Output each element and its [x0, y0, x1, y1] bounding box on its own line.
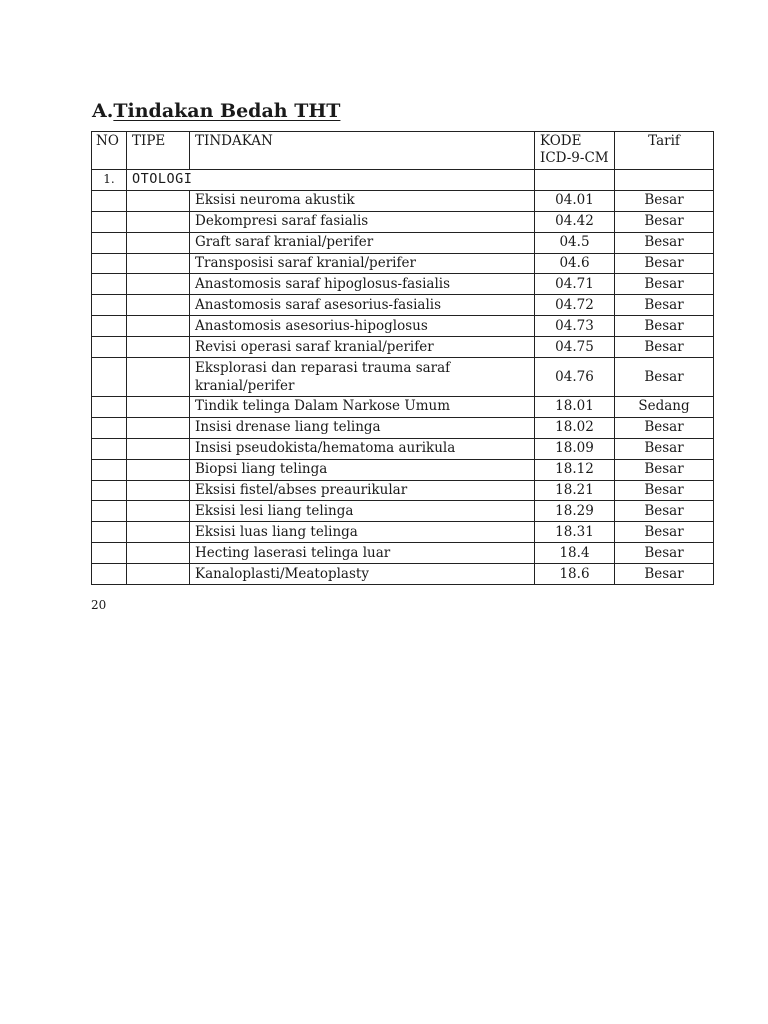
row-tipe-cell	[127, 358, 190, 397]
row-tarif: Besar	[615, 564, 714, 585]
row-tarif: Besar	[615, 522, 714, 543]
category-number: 1.	[92, 170, 127, 191]
row-no-cell	[92, 501, 127, 522]
row-tarif: Besar	[615, 211, 714, 232]
row-tarif: Besar	[615, 295, 714, 316]
row-tindakan: Eksisi neuroma akustik	[190, 190, 535, 211]
table-row	[92, 358, 714, 397]
category-kode-cell	[535, 170, 615, 191]
row-kode: 04.73	[535, 316, 615, 337]
row-tipe-cell	[127, 274, 190, 295]
row-tarif: Besar	[615, 337, 714, 358]
row-tindakan: Eksisi fistel/abses preaurikular	[190, 480, 535, 501]
row-tarif: Sedang	[615, 397, 714, 418]
section-letter: A.	[92, 100, 114, 122]
row-tarif: Besar	[615, 190, 714, 211]
table-row	[92, 543, 714, 564]
row-no-cell	[92, 274, 127, 295]
header-tarif: Tarif	[615, 132, 714, 170]
row-kode: 18.31	[535, 522, 615, 543]
table-row	[92, 253, 714, 274]
header-no: NO	[92, 132, 127, 170]
row-tindakan: Insisi drenase liang telinga	[190, 417, 535, 438]
row-kode: 04.01	[535, 190, 615, 211]
row-tarif: Besar	[615, 543, 714, 564]
table-row	[92, 295, 714, 316]
row-no-cell	[92, 543, 127, 564]
procedure-table-wrapper	[91, 131, 714, 585]
page-number: 20	[91, 598, 107, 612]
row-tipe-cell	[127, 232, 190, 253]
row-tarif: Besar	[615, 438, 714, 459]
table-row	[92, 522, 714, 543]
row-tipe-cell	[127, 522, 190, 543]
row-tindakan: Eksisi luas liang telinga	[190, 522, 535, 543]
row-kode: 04.5	[535, 232, 615, 253]
row-no-cell	[92, 316, 127, 337]
row-kode: 18.6	[535, 564, 615, 585]
row-tipe-cell	[127, 211, 190, 232]
row-kode: 18.4	[535, 543, 615, 564]
row-kode: 04.42	[535, 211, 615, 232]
row-tipe-cell	[127, 295, 190, 316]
table-row	[92, 337, 714, 358]
row-tipe-cell	[127, 438, 190, 459]
row-kode: 04.76	[535, 358, 615, 397]
header-tindakan: TINDAKAN	[190, 132, 535, 170]
row-tipe-cell	[127, 190, 190, 211]
row-tarif: Besar	[615, 459, 714, 480]
row-kode: 18.01	[535, 397, 615, 418]
row-tipe-cell	[127, 316, 190, 337]
row-tindakan: Tindik telinga Dalam Narkose Umum	[190, 397, 535, 418]
row-tipe-cell	[127, 480, 190, 501]
row-kode: 18.09	[535, 438, 615, 459]
row-tindakan: Eksplorasi dan reparasi trauma saraf kranial/perifer	[190, 358, 535, 397]
row-kode: 04.6	[535, 253, 615, 274]
table-row	[92, 501, 714, 522]
header-kode-line2: ICD-9-CM	[540, 150, 609, 166]
table-row	[92, 190, 714, 211]
row-tindakan: Revisi operasi saraf kranial/perifer	[190, 337, 535, 358]
row-no-cell	[92, 397, 127, 418]
row-no-cell	[92, 438, 127, 459]
category-name: OTOLOGI	[127, 170, 535, 191]
row-no-cell	[92, 190, 127, 211]
row-kode: 18.29	[535, 501, 615, 522]
row-tarif: Besar	[615, 253, 714, 274]
row-kode: 04.71	[535, 274, 615, 295]
row-tindakan: Eksisi lesi liang telinga	[190, 501, 535, 522]
row-tarif: Besar	[615, 501, 714, 522]
row-no-cell	[92, 358, 127, 397]
row-no-cell	[92, 211, 127, 232]
table-row	[92, 397, 714, 418]
row-tindakan: Graft saraf kranial/perifer	[190, 232, 535, 253]
row-tindakan: Biopsi liang telinga	[190, 459, 535, 480]
table-row	[92, 438, 714, 459]
table-row	[92, 459, 714, 480]
row-no-cell	[92, 459, 127, 480]
table-header-row	[92, 132, 714, 170]
row-no-cell	[92, 232, 127, 253]
row-tindakan: Insisi pseudokista/hematoma aurikula	[190, 438, 535, 459]
table-row	[92, 480, 714, 501]
row-no-cell	[92, 337, 127, 358]
row-tarif: Besar	[615, 417, 714, 438]
row-tipe-cell	[127, 337, 190, 358]
header-kode-line1: KODE	[540, 133, 582, 149]
row-tipe-cell	[127, 459, 190, 480]
row-tipe-cell	[127, 501, 190, 522]
row-no-cell	[92, 480, 127, 501]
row-kode: 04.75	[535, 337, 615, 358]
row-kode: 18.02	[535, 417, 615, 438]
row-tindakan: Transposisi saraf kranial/perifer	[190, 253, 535, 274]
row-tarif: Besar	[615, 480, 714, 501]
row-no-cell	[92, 564, 127, 585]
table-row	[92, 274, 714, 295]
row-tindakan: Anastomosis asesorius-hipoglosus	[190, 316, 535, 337]
row-tipe-cell	[127, 417, 190, 438]
row-tipe-cell	[127, 543, 190, 564]
row-kode: 18.21	[535, 480, 615, 501]
table-row	[92, 316, 714, 337]
section-heading	[92, 100, 340, 122]
row-tarif: Besar	[615, 274, 714, 295]
category-row	[92, 170, 714, 191]
row-no-cell	[92, 295, 127, 316]
row-tarif: Besar	[615, 316, 714, 337]
category-tarif-cell	[615, 170, 714, 191]
row-tindakan: Anastomosis saraf asesorius-fasialis	[190, 295, 535, 316]
row-no-cell	[92, 522, 127, 543]
header-tipe: TIPE	[127, 132, 190, 170]
row-tindakan: Anastomosis saraf hipoglosus-fasialis	[190, 274, 535, 295]
row-kode: 18.12	[535, 459, 615, 480]
row-tipe-cell	[127, 253, 190, 274]
row-no-cell	[92, 253, 127, 274]
row-kode: 04.72	[535, 295, 615, 316]
row-no-cell	[92, 417, 127, 438]
row-tindakan: Dekompresi saraf fasialis	[190, 211, 535, 232]
row-tindakan: Hecting laserasi telinga luar	[190, 543, 535, 564]
row-tarif: Besar	[615, 232, 714, 253]
table-row	[92, 232, 714, 253]
header-kode	[535, 132, 615, 170]
row-tarif: Besar	[615, 358, 714, 397]
table-row	[92, 211, 714, 232]
row-tipe-cell	[127, 397, 190, 418]
row-tindakan: Kanaloplasti/Meatoplasty	[190, 564, 535, 585]
table-row	[92, 564, 714, 585]
row-tipe-cell	[127, 564, 190, 585]
table-row	[92, 417, 714, 438]
section-title: Tindakan Bedah THT	[113, 100, 341, 122]
procedure-table	[91, 131, 714, 585]
